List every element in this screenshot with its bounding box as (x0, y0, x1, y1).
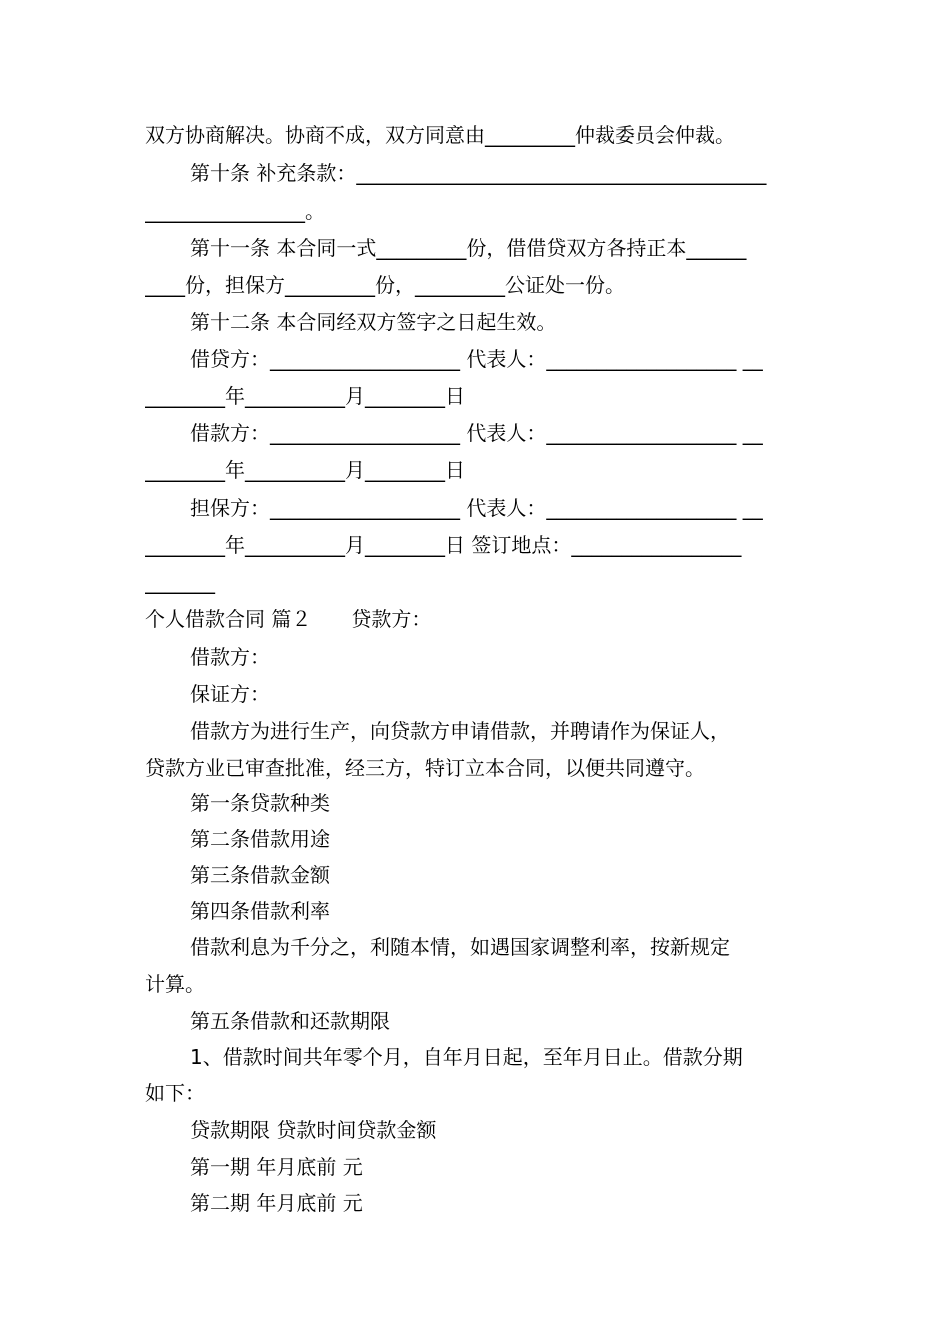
text-line: 第四条借款利率 (190, 899, 330, 923)
text-line: 第十条 补充条款：_________________________________________ (190, 161, 767, 185)
text-line: 第五条借款和还款期限 (190, 1009, 390, 1033)
text-line: 借款方：___________________ 代表人：___________________ __ (190, 421, 763, 445)
text-line: ________年__________月________日 (145, 458, 465, 482)
text-line: 第三条借款金额 (190, 863, 330, 887)
text-line: 借贷方：___________________ 代表人：___________________ __ (190, 347, 763, 371)
text-line: 借款方： (190, 645, 270, 669)
text-line: 如下： (145, 1081, 205, 1105)
text-line: 计算。 (145, 972, 205, 996)
text-line: ________年__________月________日 签订地点：_________________ (145, 533, 742, 557)
section-heading: 个人借款合同 篇２ 贷款方： (145, 607, 432, 631)
text-line: ____份，担保方_________份，_________公证处一份。 (145, 273, 625, 297)
text-line: 第二条借款用途 (190, 827, 330, 851)
text-line: 第一期 年月底前 元 (190, 1155, 363, 1179)
text-line: 贷款方业已审查批准，经三方，特订立本合同，以便共同遵守。 (145, 756, 705, 780)
text-line: 保证方： (190, 682, 270, 706)
text-line: 贷款期限 贷款时间贷款金额 (190, 1118, 437, 1142)
text-line: 双方协商解决。协商不成，双方同意由_________仲裁委员会仲裁。 (145, 123, 735, 147)
text-line: ________________。 (145, 199, 325, 223)
text-line: 第十二条 本合同经双方签字之日起生效。 (190, 310, 557, 334)
text-line: _______ (145, 570, 215, 594)
text-line: ________年__________月________日 (145, 384, 465, 408)
text-line: 担保方：___________________ 代表人：___________________ __ (190, 496, 763, 520)
text-line: 第二期 年月底前 元 (190, 1191, 363, 1215)
text-line: 1、借款时间共年零个月，自年月日起，至年月日止。借款分期 (190, 1045, 743, 1069)
text-line: 借款利息为千分之，利随本情，如遇国家调整利率，按新规定 (190, 935, 730, 959)
text-line: 第一条贷款种类 (190, 791, 330, 815)
text-line: 借款方为进行生产，向贷款方申请借款，并聘请作为保证人， (190, 719, 730, 743)
text-line: 第十一条 本合同一式_________份，借借贷双方各持正本______ (190, 236, 747, 260)
